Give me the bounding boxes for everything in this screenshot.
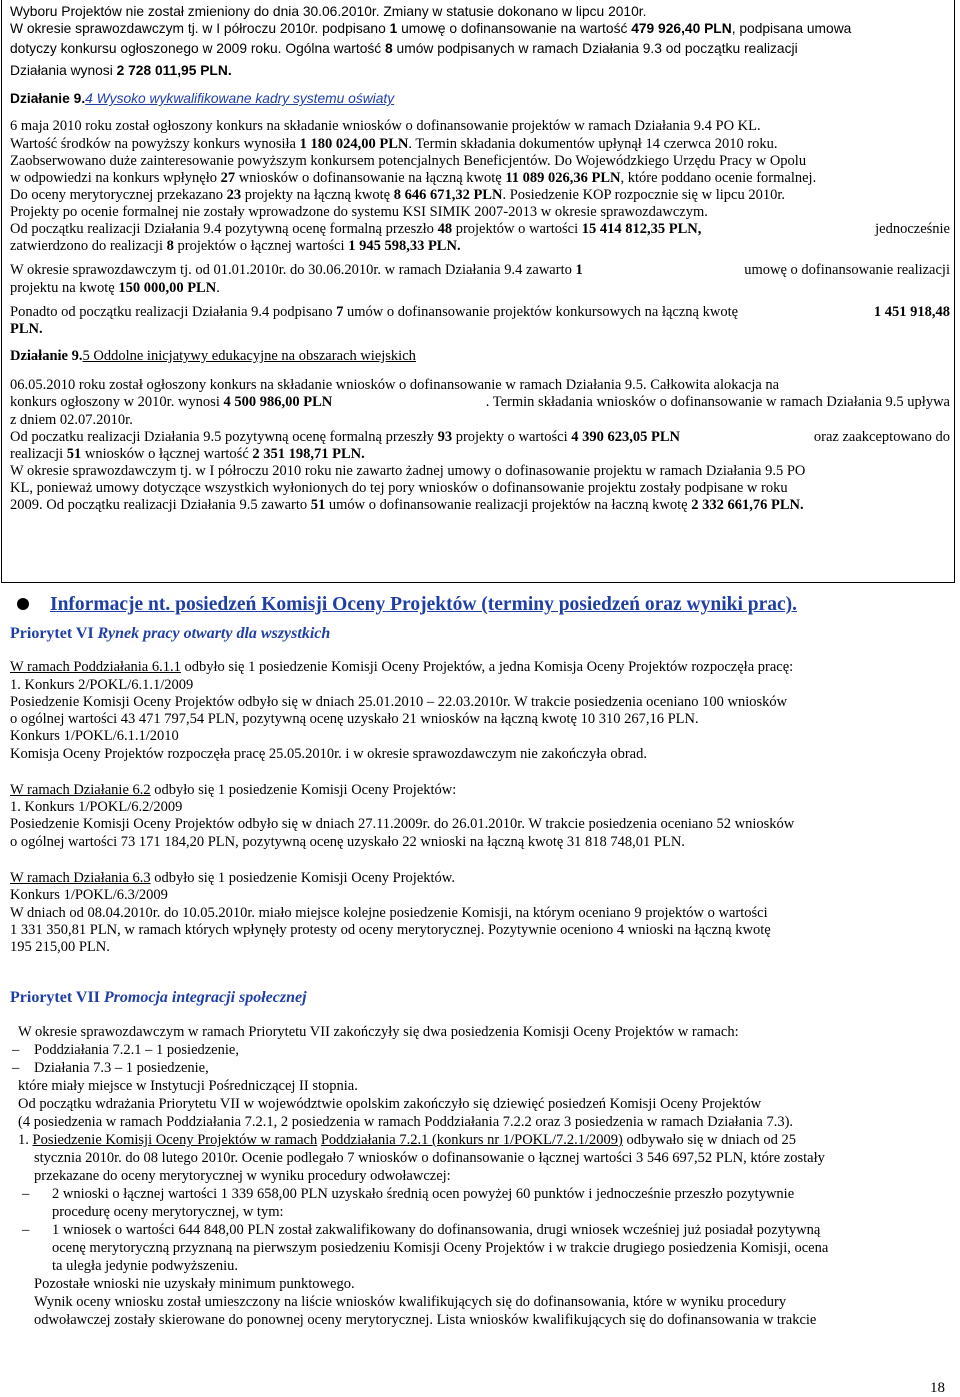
- text-line: Posiedzenie Komisji Oceny Projektów odbyło się w dniach 27.11.2009r. do 26.01.2010r. W trakcie posiedzenia oceniano 52 wniosków: [10, 816, 795, 832]
- text-line: Posiedzenie Komisji Oceny Projektów odbyło się w dniach 25.01.2010 – 22.03.2010r. W trakcie posiedzenia oceniano 100 wniosków: [10, 694, 788, 710]
- text-line: Od początku realizacji Działania 9.4 pozytywną ocenę formalną przeszło 48 projektów o wartości 15 414 812,35 PLN, jednocześnie: [10, 221, 950, 237]
- bullet-icon: [17, 598, 29, 610]
- text-line: Wynik oceny wniosku został umieszczony na liście wniosków kwalifikujących się do dofinansowania, które w wyniku procedury: [34, 1294, 787, 1310]
- text-line: konkurs ogłoszony w 2010r. wynosi 4 500 986,00 PLN . Termin składania wniosków o dofinansowanie w ramach Działania 9.5 upływa: [10, 394, 950, 410]
- text-line: zatwierdzono do realizacji 8 projektów o łącznej wartości 1 945 598,33 PLN.: [10, 238, 461, 254]
- text-line: ocenę merytoryczną przyznaną na pierwszym posiedzeniu Komisji Oceny Projektów i w trakcie drugiego posiedzenia Komisji, ocena: [52, 1240, 829, 1256]
- priority-vi-heading: Priorytet VI Rynek pracy otwarty dla wszystkich: [10, 625, 331, 642]
- text-line: (4 posiedzenia w ramach Poddziałania 7.2.1, 2 posiedzenia w ramach Poddziałania 7.2.2 oraz 3 posiedzenia w ramach Działania 7.3).: [18, 1114, 794, 1130]
- text-line: Działania wynosi 2 728 011,95 PLN.: [10, 63, 232, 78]
- dash-marker: –: [12, 1042, 20, 1058]
- text-line: 195 215,00 PLN.: [10, 939, 110, 955]
- text-line: które miały miejsce w Instytucji Pośredniczącej II stopnia.: [18, 1078, 358, 1094]
- text-line: 1 wniosek o wartości 644 848,00 PLN został zakwalifikowany do dofinansowania, drugi wniosek wcześniej już posiadał pozytywną: [52, 1222, 821, 1238]
- text-line: realizacji 51 wniosków o łącznej wartość 2 351 198,71 PLN.: [10, 446, 365, 462]
- text-line: W ramach Działania 6.3 odbyło się 1 posiedzenie Komisji Oceny Projektów.: [10, 870, 455, 886]
- section-heading-9-5: Działanie 9.5 Oddolne inicjatywy edukacyjne na obszarach wiejskich: [10, 348, 416, 364]
- text-line: Działania 7.3 – 1 posiedzenie,: [34, 1060, 209, 1076]
- kop-info-link[interactable]: Informacje nt. posiedzeń Komisji Oceny Projektów (terminy posiedzeń oraz wyniki prac).: [50, 594, 798, 615]
- text-line: Pozostałe wnioski nie uzyskały minimum punktowego.: [34, 1276, 355, 1292]
- text-line: Konkurs 1/POKL/6.1.1/2010: [10, 728, 179, 744]
- text-line: Od początku wdrażania Priorytetu VII w województwie opolskim zakończyło się dziewięć posiedzeń Komisji Oceny Projektów: [18, 1096, 762, 1112]
- text-line: W okresie sprawozdawczym tj. od 01.01.2010r. do 30.06.2010r. w ramach Działania 9.4 zawarto 1 umowę o dofinansowanie realizacji: [10, 262, 950, 278]
- text-line: W okresie sprawozdawczym w ramach Priorytetu VII zakończyły się dwa posiedzenia Komisji Oceny Projektów w ramach:: [18, 1024, 739, 1040]
- text-line: KL, ponieważ umowy dotyczące wszystkich wyłonionych do tej pory wniosków o dofinansowanie projektu zostały podpisane w roku: [10, 480, 788, 496]
- text-line: ta uległa jedynie podwyższeniu.: [52, 1258, 239, 1274]
- text-line: stycznia 2010r. do 08 lutego 2010r. Ocenie podlegało 7 wniosków o dofinansowanie o łącznej wartości 3 546 697,52 PLN, które zostały: [34, 1150, 825, 1166]
- text-line: 6 maja 2010 roku został ogłoszony konkurs na składanie wniosków o dofinansowanie projektów w ramach Działania 9.4 PO KL.: [10, 118, 761, 134]
- text-line: Wyboru Projektów nie został zmieniony do dnia 30.06.2010r. Zmiany w statusie dokonano w lipcu 2010r.: [10, 4, 647, 19]
- text-line: Konkurs 1/POKL/6.3/2009: [10, 887, 168, 903]
- text-line: W okresie sprawozdawczym tj. w I półroczu 2010 roku nie zawarto żadnej umowy o dofinasowanie projektu w ramach Działania 9.5 PO: [10, 463, 806, 479]
- text-line: Poddziałania 7.2.1 – 1 posiedzenie,: [34, 1042, 239, 1058]
- text-line: W dniach od 08.04.2010r. do 10.05.2010r. miało miejsce kolejne posiedzenie Komisji, na którym oceniano 9 projektów o wartości: [10, 905, 768, 921]
- section-heading-9-4: Działanie 9.4 Wysoko wykwalifikowane kadry systemu oświaty: [10, 91, 395, 106]
- text-line: PLN.: [10, 321, 43, 337]
- text-line: procedurę oceny merytorycznej, w tym:: [52, 1204, 284, 1220]
- text-line: Od poczatku realizacji Działania 9.5 pozytywną ocenę formalną przeszły 93 projekty o wartości 4 390 623,05 PLN oraz zaakceptowano do: [10, 429, 950, 445]
- text-line: Zaobserwowano duże zainteresowanie powyższym konkursem potencjalnych Beneficjentów. Do Wojewódzkiego Urzędu Pracy w Opolu: [10, 153, 807, 169]
- text-line: 1. Konkurs 1/POKL/6.2/2009: [10, 799, 183, 815]
- text-line: Projekty po ocenie formalnej nie zostały wprowadzone do systemu KSI SIMIK 2007-2013 w okresie sprawozdawczym.: [10, 204, 708, 220]
- text-line: dotyczy konkursu ogłoszonego w 2009 roku. Ogólna wartość 8 umów podpisanych w ramach Działania 9.3 od początku realizacji: [10, 41, 798, 56]
- page-number: 18: [930, 1380, 945, 1396]
- text-line: 2 wnioski o łącznej wartości 1 339 658,00 PLN uzyskało średnią ocen powyżej 60 punktów i jednocześnie przeszło pozytywnie: [52, 1186, 795, 1202]
- text-line: Do oceny merytorycznej przekazano 23 projekty na łączną kwotę 8 646 671,32 PLN. Posiedzenie KOP rozpocznie się w lipcu 2010r.: [10, 187, 785, 203]
- text-line: o ogólnej wartości 43 471 797,54 PLN, pozytywną ocenę uzyskało 21 wniosków na łączną kwotę 10 310 267,16 PLN.: [10, 711, 699, 727]
- text-line: W ramach Działanie 6.2 odbyło się 1 posiedzenie Komisji Oceny Projektów:: [10, 782, 457, 798]
- text-line: odwoławczej zostały skierowane do ponownej oceny merytorycznej. Lista wniosków kwalifikujących się do dofinansowania w trakcie: [34, 1312, 817, 1328]
- text-line: w odpowiedzi na konkurs wpłynęło 27 wniosków o dofinansowanie na łączną kwotę 11 089 026,36 PLN, które poddano ocenie formalnej.: [10, 170, 817, 186]
- text-line: z dniem 02.07.2010r.: [10, 412, 133, 428]
- text-line: 1 331 350,81 PLN, w ramach których wpłynęły protesty od oceny merytorycznej. Pozytywnie oceniono 4 wnioski na łączną kwotę: [10, 922, 771, 938]
- text-line: W ramach Poddziałania 6.1.1 odbyło się 1 posiedzenie Komisji Oceny Projektów, a jedna Komisja Oceny Projektów rozpoczęła pracę:: [10, 659, 794, 675]
- text-line: przekazane do oceny merytorycznej w wyniku procedury odwoławczej:: [34, 1168, 451, 1184]
- dash-marker: –: [22, 1186, 30, 1202]
- text-line: Wartość środków na powyższy konkurs wynosiła 1 180 024,00 PLN. Termin składania dokumentów upłynął 14 czerwca 2010 roku.: [10, 136, 778, 152]
- text-line: Komisja Oceny Projektów rozpoczęła pracę 25.05.2010r. i w okresie sprawozdawczym nie zakończyła obrad.: [10, 746, 647, 762]
- text-line: Ponadto od początku realizacji Działania 9.4 podpisano 7 umów o dofinansowanie projektów konkursowych na łączną kwotę 1 451 918,48: [10, 304, 950, 320]
- text-line: W okresie sprawozdawczym tj. w I półroczu 2010r. podpisano 1 umowę o dofinansowanie na wartość 479 926,40 PLN, podpisana umowa: [10, 21, 852, 36]
- priority-vii-heading: Priorytet VII Promocja integracji społecznej: [10, 989, 307, 1006]
- text-line: 1. Konkurs 2/POKL/6.1.1/2009: [10, 677, 194, 693]
- text-line: 06.05.2010 roku został ogłoszony konkurs na składanie wniosków o dofinansowanie w ramach Działania 9.5. Całkowita alokacja na: [10, 377, 780, 393]
- text-line: projektu na kwotę 150 000,00 PLN.: [10, 280, 220, 296]
- text-line: o ogólnej wartości 73 171 184,20 PLN, pozytywną ocenę uzyskało 22 wnioski na łączną kwotę 31 818 748,01 PLN.: [10, 834, 685, 850]
- text-line: 2009. Od początku realizacji Działania 9.5 zawarto 51 umów o dofinansowanie realizacji projektów na łaczną kwotę 2 332 661,76 PLN.: [10, 497, 804, 513]
- text-line: 1. Posiedzenie Komisji Oceny Projektów w ramach Poddziałania 7.2.1 (konkurs nr 1/POKL/7.2.1/2009) odbywało się w dniach od 25: [18, 1132, 797, 1148]
- dash-marker: –: [12, 1060, 20, 1076]
- dash-marker: –: [22, 1222, 30, 1238]
